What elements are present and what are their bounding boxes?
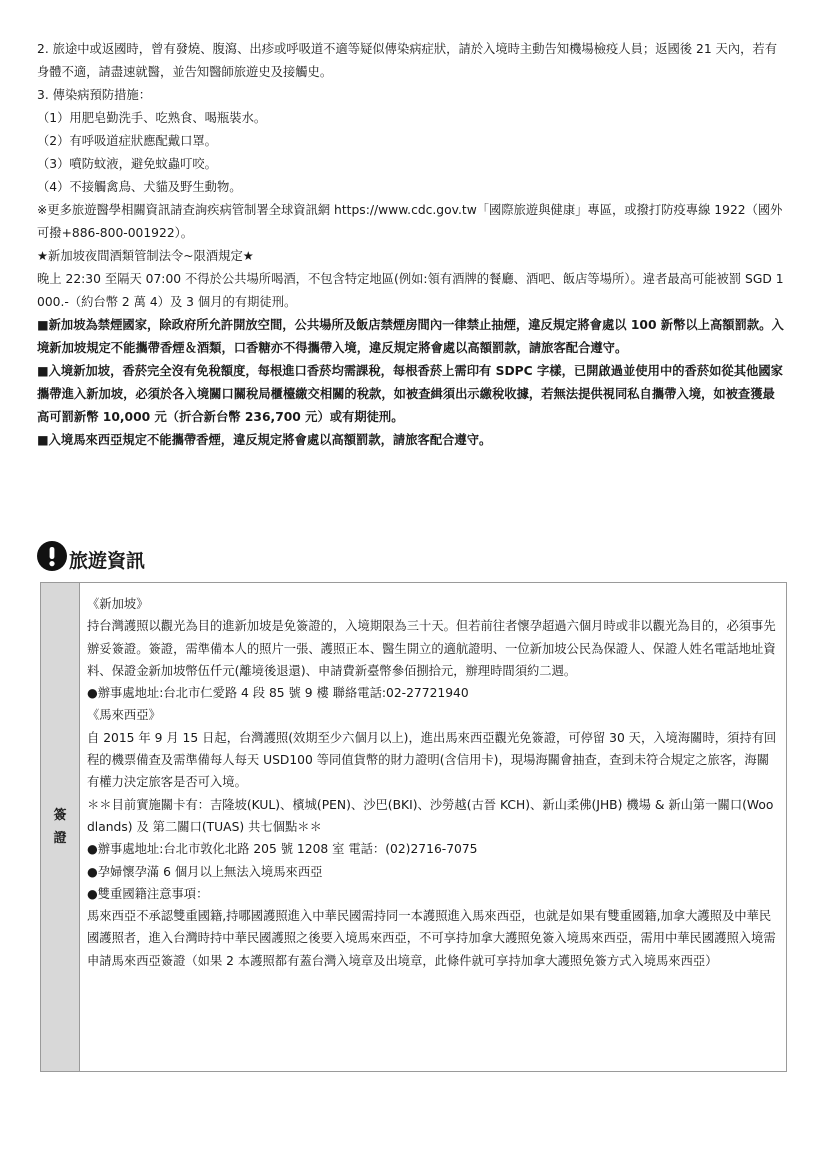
singapore-heading: 《新加坡》 [87,597,149,611]
exclamation-circle-icon [37,541,67,571]
note-alcohol-rule: 晚上 22:30 至隔天 07:00 不得於公共場所喝酒，不包含特定地區(例如:領有酒牌的餐廳、酒吧、飯店等場所）。違者最高可能被罰 SGD 1000.-（約台幣 2 萬 4）及 3 個月的有期徒刑。 [37,272,784,309]
dual-nationality-text: 馬來西亞不承認雙重國籍,持哪國護照進入中華民國需持同一本護照進入馬來西亞，也就是如果有雙重國籍,加拿大護照及中華民國護照者，進入台灣時持中華民國護照之後要入境馬來西亞，不可享持加拿大護照免簽入境馬來西亞，需用中華民國護照入境需申請馬來西亞簽證（如果 2 本護照都有蓋台灣入境章及出境章，此條件就可享持加拿大護照免簽方式入境馬來西亞） [87,909,776,968]
note-cigarette-tax: ■入境新加坡，香菸完全沒有免稅額度，每根進口香菸均需課稅，每根香菸上需印有 SDPC 字樣，已開啟過並使用中的香菸如從其他國家攜帶進入新加坡，必須於各入境關口關稅局櫃檯繳交相關的稅款，如被查緝須出示繳稅收據，若無法提供視同私自攜帶入境，如被查獲最高可罰新幣 10,000 元（折合新台幣 236,700 元）或有期徒刑。 [37,364,783,424]
visa-content-cell [80,583,786,1071]
note-smoking-rule: ■新加坡為禁煙國家，除政府所允許開放空間，公共場所及飯店禁煙房間內一律禁止抽煙，違反規定將會處以 100 新幣以上高額罰款。入境新加坡規定不能攜帶香煙＆酒類，口香糖亦不得攜帶入境，違反規定將會處以高額罰款，請旅客配合遵守。 [37,318,784,355]
malaysia-pregnancy-note: ●孕婦懷孕滿 6 個月以上無法入境馬來西亞 [87,864,323,879]
note-prevention-item: （1）用肥皂勤洗手、吃熟食、喝瓶裝水。 [37,111,267,125]
malaysia-heading: 《馬來西亞》 [87,708,161,723]
singapore-office: ●辦事處地址:台北市仁愛路 4 段 85 號 9 樓 聯絡電話:02-27721940 [87,686,469,701]
notes-body [37,38,787,452]
dual-nationality-heading: ●雙重國籍注意事項： [87,886,209,901]
malaysia-visa-text: 自 2015 年 9 月 15 日起，台灣護照(效期至少六個月以上)，進出馬來西亞觀光免簽證，可停留 30 天，入境海關時，須持有回程的機票備查及需準備每人每天 USD100 等同值貨幣的財力證明(含信用卡)，現場海關會抽查，查到未符合規定之旅客，海關有權力決定旅客是否可入境。 [87,730,777,790]
note-prevention-title: 3. 傳染病預防措施： [37,88,152,102]
note-prevention-item: （3）噴防蚊液，避免蚊蟲叮咬。 [37,157,217,171]
section-header [37,527,787,577]
visa-info-table [40,582,787,1072]
visa-label-cell [41,583,80,1071]
note-alcohol-title: ★新加坡夜間酒類管制法令~限酒規定★ [37,249,254,263]
note-malaysia-cigarette: ■入境馬來西亞規定不能攜帶香煙，違反規定將會處以高額罰款，請旅客配合遵守。 [37,433,492,447]
malaysia-checkpoints: ＊＊目前實施關卡有：吉隆坡(KUL)、檳城(PEN)、沙巴(BKI)、沙勞越(古晉 KCH)、新山柔佛(JHB) 機場 & 新山第一關口(Woodlands) 及 第二關口(TUAS) 共七個點＊＊ [87,797,774,834]
malaysia-office: ●辦事處地址:台北市敦化北路 205 號 1208 室 電話：(02)2716-7075 [87,842,478,857]
note-cdc-info: ※更多旅遊醫學相關資訊請查詢疾病管制署全球資訊網 https://www.cdc.gov.tw「國際旅遊與健康」專區，或撥打防疫專線 1922（國外可撥+886-800-001922）。 [37,203,783,240]
visa-label: 簽證 [53,808,67,846]
note-return-symptoms: 2. 旅途中或返國時，曾有發燒、腹瀉、出疹或呼吸道不適等疑似傳染病症狀，請於入境時主動告知機場檢疫人員；返國後 21 天內，若有身體不適，請盡速就醫，並告知醫師旅遊史及接觸史。 [37,42,778,79]
note-prevention-item: （2）有呼吸道症狀應配戴口罩。 [37,134,217,148]
note-prevention-item: （4）不接觸禽鳥、犬貓及野生動物。 [37,180,242,194]
singapore-visa-text: 持台灣護照以觀光為目的進新加坡是免簽證的，入境期限為三十天。但若前往者懷孕超過六個月時或非以觀光為目的，必須事先辦妥簽證。簽證，需準備本人的照片一張、護照正本、醫生開立的適航證明、一位新加坡公民為保證人、保證人姓名電話地址資料、保證金新加坡幣伍仟元(離境後退還)、申請費新臺幣參佰捌拾元，辦理時間須約二週。 [87,619,776,678]
section-title: 旅遊資訊 [69,550,146,572]
